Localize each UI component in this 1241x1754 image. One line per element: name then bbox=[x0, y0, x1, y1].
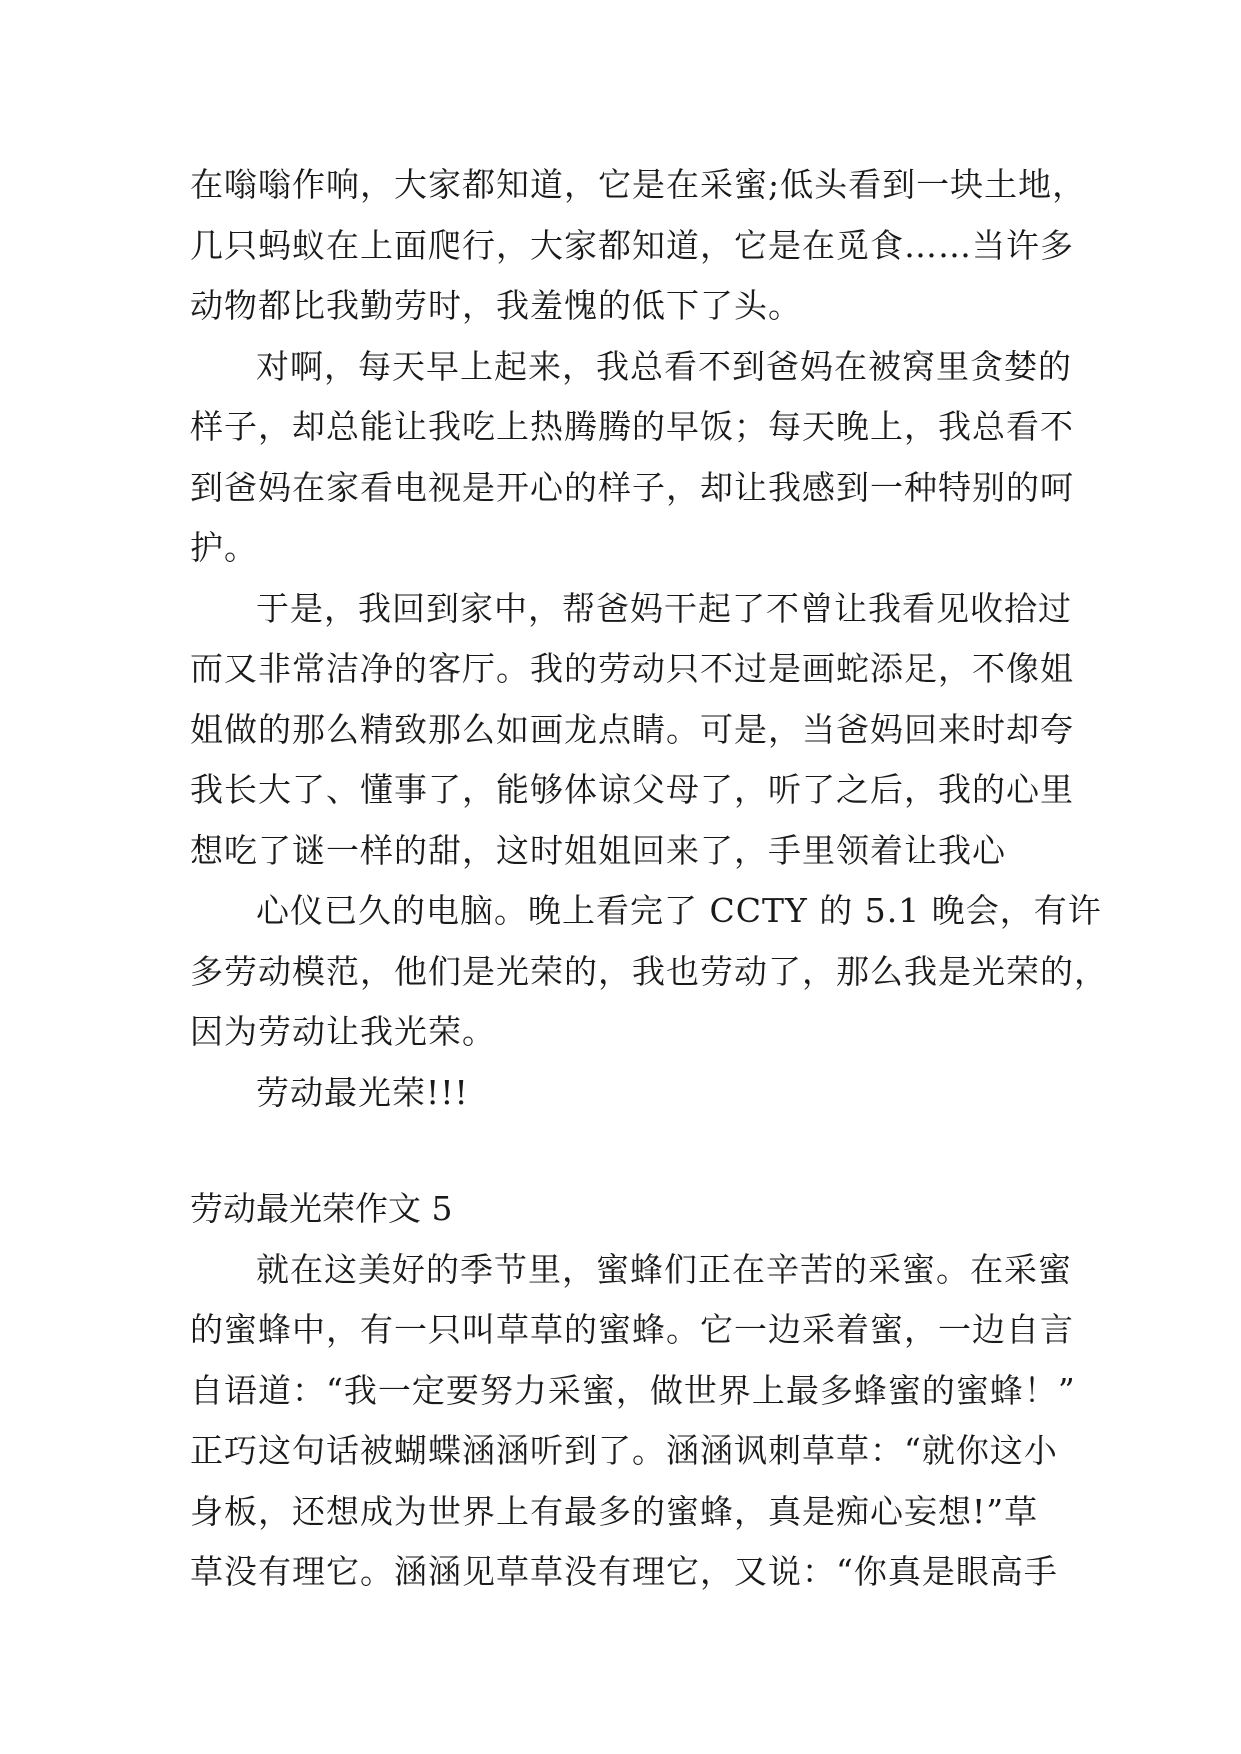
text-line: 因为劳动让我光荣。 bbox=[190, 1012, 496, 1051]
text-line: 自语道：“我一定要努力采蜜，做世界上最多蜂蜜的蜜蜂！” bbox=[190, 1370, 1076, 1410]
text-line: 对啊，每天早上起来，我总看不到爸妈在被窝里贪婪的 bbox=[256, 346, 1072, 386]
text-line: 草没有理它。涵涵见草草没有理它，又说：“你真是眼高手 bbox=[190, 1552, 1058, 1591]
text-line: 身板，还想成为世界上有最多的蜜蜂，真是痴心妄想!”草 bbox=[190, 1491, 1039, 1531]
text-line: 的蜜蜂中，有一只叫草草的蜜蜂。它一边采着蜜，一边自言 bbox=[190, 1310, 1074, 1349]
paragraph-2 bbox=[190, 337, 1074, 579]
text-line: 到爸妈在家看电视是开心的样子，却让我感到一种特别的呵 bbox=[190, 467, 1074, 507]
paragraph-3 bbox=[190, 579, 1074, 882]
text-line: 心仪已久的电脑。晚上看完了 CCTY 的 5.1 晚会，有许 bbox=[256, 891, 1102, 930]
text-line: 而又非常洁净的客厅。我的劳动只不过是画蛇添足，不像姐 bbox=[190, 649, 1074, 688]
section-gap bbox=[190, 1123, 1060, 1179]
paragraph-4 bbox=[190, 881, 1108, 1063]
text-line: 动物都比我勤劳时，我羞愧的低下了头。 bbox=[190, 286, 802, 325]
text-line: 几只蚂蚁在上面爬行，大家都知道，它是在觅食……当许多 bbox=[190, 225, 1074, 265]
text-line: 样子，却总能让我吃上热腾腾的早饭；每天晚上，我总看不 bbox=[190, 407, 1074, 446]
text-line: 于是，我回到家中，帮爸妈干起了不曾让我看见收拾过 bbox=[256, 588, 1072, 628]
text-line: 劳动最光荣!!! bbox=[256, 1072, 469, 1112]
text-line: 姐做的那么精致那么如画龙点睛。可是，当爸妈回来时却夸 bbox=[190, 709, 1074, 749]
text-line: 护。 bbox=[190, 528, 258, 567]
text-line: 就在这美好的季节里，蜜蜂们正在辛苦的采蜜。在采蜜 bbox=[256, 1249, 1072, 1289]
paragraph-5 bbox=[190, 1063, 1060, 1124]
section-title: 劳动最光荣作文 5 bbox=[190, 1189, 453, 1228]
text-line: 正巧这句话被蝴蝶涵涵听到了。涵涵讽刺草草：“就你这小 bbox=[190, 1431, 1058, 1470]
text-line: 多劳动模范，他们是光荣的，我也劳动了，那么我是光荣的， bbox=[190, 951, 1108, 991]
text-line: 想吃了谜一样的甜，这时姐姐回来了，手里领着让我心 bbox=[190, 830, 1006, 870]
text-line: 我长大了、懂事了，能够体谅父母了，听了之后，我的心里 bbox=[190, 770, 1074, 809]
document-page bbox=[190, 155, 1108, 1603]
paragraph-1 bbox=[190, 155, 1087, 337]
text-line: 在嗡嗡作响，大家都知道，它是在采蜜;低头看到一块土地， bbox=[190, 165, 1087, 204]
section-paragraph-1 bbox=[190, 1240, 1076, 1603]
